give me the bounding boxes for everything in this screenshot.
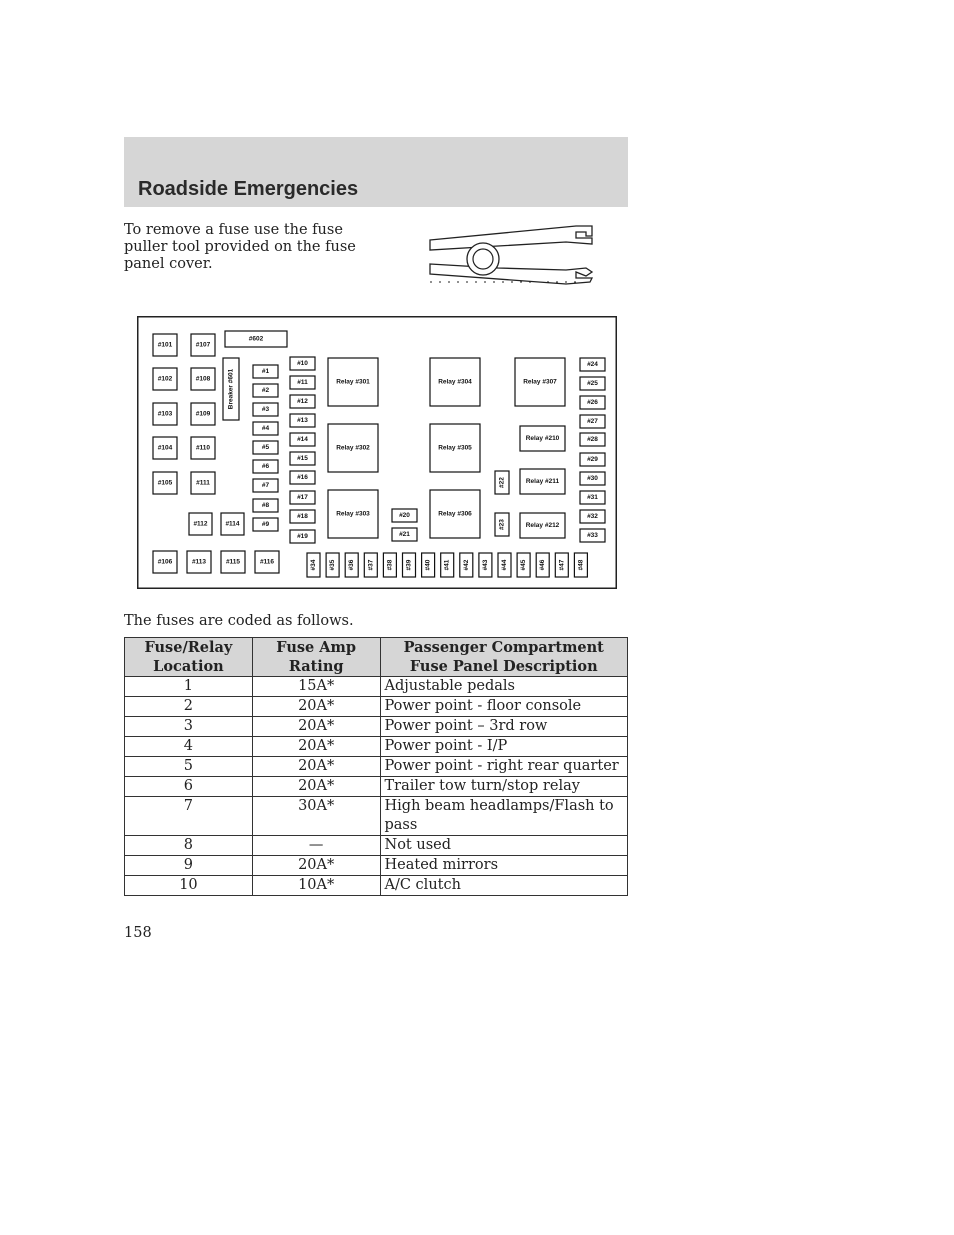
fuse-mini bbox=[290, 491, 315, 504]
fuse-mini-vertical-label: #47 bbox=[558, 559, 566, 571]
cell-location: 9 bbox=[125, 856, 253, 876]
header-description: Passenger Compartment Fuse Panel Description bbox=[380, 638, 628, 677]
fuse-mini-vertical bbox=[495, 471, 509, 494]
fuse-mini bbox=[580, 433, 605, 446]
fuse-mini-label: #21 bbox=[399, 531, 410, 538]
fuse-mini-label: #26 bbox=[587, 399, 598, 406]
fuse-mini-vertical bbox=[441, 553, 454, 577]
fuse-mini bbox=[580, 358, 605, 371]
breaker bbox=[223, 358, 239, 420]
cell-description: Power point - right rear quarter bbox=[380, 757, 628, 777]
relay-small-label: Relay #211 bbox=[525, 478, 560, 485]
relay-small bbox=[520, 426, 565, 451]
cell-description: Power point - floor console bbox=[380, 697, 628, 717]
fuse-mini-vertical-label: #22 bbox=[498, 477, 506, 488]
fuse-mini bbox=[290, 395, 315, 408]
cell-location: 7 bbox=[125, 797, 253, 836]
fuse-mini-label: #11 bbox=[297, 379, 308, 386]
fuse-large bbox=[255, 551, 279, 573]
fuse-mini bbox=[290, 530, 315, 543]
fuse-mini bbox=[580, 472, 605, 485]
fuse-large-label: #114 bbox=[225, 520, 240, 528]
cell-description: Power point - I/P bbox=[380, 737, 628, 757]
fuse-mini bbox=[290, 433, 315, 446]
fuse-mini-vertical-label: #23 bbox=[498, 519, 506, 530]
fuse-mini-label: #19 bbox=[297, 533, 308, 540]
fuse-mini-vertical-label: #44 bbox=[501, 559, 508, 571]
fuse-mini-vertical-label: #41 bbox=[443, 559, 451, 571]
page-number: 158 bbox=[124, 925, 152, 941]
table-row bbox=[125, 836, 628, 856]
fuse-mini bbox=[290, 414, 315, 427]
fuse-mini-vertical-label: #48 bbox=[577, 559, 585, 571]
fuse-mini-vertical-label: #46 bbox=[539, 559, 547, 571]
fuse-mini-vertical bbox=[517, 553, 530, 577]
fuse-mini bbox=[253, 479, 278, 492]
cell-amp-rating: 20A* bbox=[252, 717, 380, 737]
fuse-mini bbox=[580, 415, 605, 428]
fuse-mini bbox=[580, 453, 605, 466]
table-row bbox=[125, 737, 628, 757]
fuse-mini bbox=[253, 365, 278, 378]
relay bbox=[430, 424, 480, 472]
table-row bbox=[125, 697, 628, 717]
coded-intro-text: The fuses are coded as follows. bbox=[124, 613, 354, 629]
fuse-mini-vertical-label: #36 bbox=[348, 559, 356, 571]
fuse-large bbox=[191, 472, 215, 494]
relay-label: Relay #303 bbox=[336, 510, 370, 518]
fuse-mini-label: #4 bbox=[261, 425, 270, 432]
table-row bbox=[125, 717, 628, 737]
relay bbox=[515, 358, 565, 406]
fuse-mini-vertical bbox=[495, 513, 509, 536]
relay bbox=[430, 358, 480, 406]
fuse-mini-label: #12 bbox=[297, 398, 308, 405]
fuse-large-label: #105 bbox=[157, 479, 173, 487]
fuse-mini-vertical-label: #37 bbox=[367, 559, 375, 571]
fuse-mini-label: #33 bbox=[587, 532, 598, 539]
fuse-mini-label: #32 bbox=[587, 513, 598, 520]
fuse-mini-vertical-label: #35 bbox=[329, 559, 337, 571]
fuse-mini bbox=[253, 403, 278, 416]
cell-description: A/C clutch bbox=[380, 876, 628, 896]
fuse-mini bbox=[580, 491, 605, 504]
fuse-mini-label: #16 bbox=[297, 474, 308, 481]
intro-text: To remove a fuse use the fuse puller tool provided on the fuse panel cover. bbox=[124, 222, 356, 272]
cell-amp-rating: — bbox=[252, 836, 380, 856]
fuse-mini-label: #2 bbox=[261, 387, 270, 394]
fuse-large bbox=[221, 551, 245, 573]
fuse-large-label: #106 bbox=[157, 558, 173, 566]
fuse-large bbox=[191, 437, 215, 459]
relay-small bbox=[520, 469, 565, 494]
fuse-large-label: #116 bbox=[259, 558, 275, 566]
fuse-mini-label: #9 bbox=[261, 521, 270, 528]
fuse-mini-vertical-label: #38 bbox=[386, 559, 394, 571]
fuse-mini-label: #15 bbox=[297, 455, 308, 462]
cell-location: 2 bbox=[125, 697, 253, 717]
fuse-mini-label: #29 bbox=[587, 456, 598, 463]
fuse-puller-tool-icon bbox=[426, 222, 596, 288]
fuse-mini bbox=[580, 510, 605, 523]
cell-amp-rating: 20A* bbox=[252, 697, 380, 717]
fuse-mini-label: #6 bbox=[261, 463, 270, 470]
cell-amp-rating: 20A* bbox=[252, 757, 380, 777]
cell-amp-rating: 20A* bbox=[252, 777, 380, 797]
fuse-mini-vertical-label: #40 bbox=[424, 559, 432, 571]
fuse-large bbox=[153, 472, 177, 494]
fuse-large bbox=[189, 513, 212, 535]
cell-description: Not used bbox=[380, 836, 628, 856]
relay bbox=[328, 424, 378, 472]
fuse-mini-vertical bbox=[403, 553, 416, 577]
relay bbox=[328, 490, 378, 538]
breaker-label: Breaker #601 bbox=[227, 368, 235, 410]
header-location: Fuse/Relay Location bbox=[125, 638, 253, 677]
fuse-large-label: #115 bbox=[225, 558, 241, 566]
fuse-table bbox=[124, 637, 628, 896]
relay bbox=[430, 490, 480, 538]
fuse-mini-vertical bbox=[555, 553, 568, 577]
cell-amp-rating: 20A* bbox=[252, 856, 380, 876]
relay-label: Relay #305 bbox=[438, 444, 472, 452]
fuse-mini-label: #20 bbox=[399, 512, 410, 519]
fuse-large-label: #111 bbox=[196, 479, 210, 487]
cell-location: 3 bbox=[125, 717, 253, 737]
fuse-mini-vertical bbox=[460, 553, 473, 577]
fuse-mini bbox=[290, 471, 315, 484]
cell-amp-rating: 30A* bbox=[252, 797, 380, 836]
relay-label: Relay #302 bbox=[336, 444, 370, 452]
fuse-mini-label: #5 bbox=[261, 444, 270, 451]
cell-location: 10 bbox=[125, 876, 253, 896]
fuse-mini-label: #28 bbox=[587, 436, 598, 443]
fuse-mini bbox=[290, 376, 315, 389]
fuse-large-label: #103 bbox=[157, 410, 173, 418]
fuse-mini-label: #30 bbox=[587, 475, 598, 482]
fuse-large bbox=[221, 513, 244, 535]
table-header-row bbox=[125, 638, 628, 677]
cell-description: Heated mirrors bbox=[380, 856, 628, 876]
cell-description: High beam headlamps/Flash to pass bbox=[380, 797, 628, 836]
fuse-mini-label: #3 bbox=[261, 406, 270, 413]
fuse-mini-vertical bbox=[326, 553, 339, 577]
relay-label: Relay #304 bbox=[438, 378, 472, 386]
table-row bbox=[125, 777, 628, 797]
fuse-panel-diagram bbox=[137, 316, 617, 589]
fuse-mini-vertical bbox=[383, 553, 396, 577]
cell-location: 5 bbox=[125, 757, 253, 777]
cell-amp-rating: 10A* bbox=[252, 876, 380, 896]
cell-location: 6 bbox=[125, 777, 253, 797]
cell-description: Power point – 3rd row bbox=[380, 717, 628, 737]
table-row bbox=[125, 856, 628, 876]
relay-small-label: Relay #212 bbox=[525, 522, 560, 529]
fuse-large-label: #108 bbox=[195, 375, 211, 383]
fuse-large-label: #102 bbox=[157, 375, 173, 383]
fuse-large bbox=[153, 334, 177, 356]
relay bbox=[328, 358, 378, 406]
fuse-mini bbox=[253, 499, 278, 512]
fuse-mini-vertical bbox=[345, 553, 358, 577]
fuse-mini-vertical bbox=[364, 553, 377, 577]
fuse-mini bbox=[253, 518, 278, 531]
cell-amp-rating: 20A* bbox=[252, 737, 380, 757]
fuse-mini-label: #18 bbox=[297, 513, 308, 520]
fuse-large bbox=[191, 334, 215, 356]
fuse-mini-vertical bbox=[574, 553, 587, 577]
fuse-mini bbox=[290, 452, 315, 465]
fuse-large-label: #110 bbox=[195, 444, 211, 452]
fuse-large bbox=[187, 551, 211, 573]
relay-small bbox=[520, 513, 565, 538]
fuse-mini-vertical-label: #45 bbox=[520, 559, 528, 571]
fuse-mini-vertical-label: #39 bbox=[405, 559, 413, 571]
fuse-mini bbox=[253, 460, 278, 473]
fuse-mini-vertical bbox=[479, 553, 492, 577]
fuse-mini bbox=[580, 396, 605, 409]
fuse-mini bbox=[253, 441, 278, 454]
fuse-mini bbox=[580, 529, 605, 542]
table-row bbox=[125, 797, 628, 836]
fuse-mini bbox=[253, 422, 278, 435]
cell-description: Trailer tow turn/stop relay bbox=[380, 777, 628, 797]
fuse-large-label: #107 bbox=[195, 341, 211, 349]
relay-small-label: Relay #210 bbox=[525, 435, 560, 442]
table-row bbox=[125, 757, 628, 777]
fuse-mini-label: #14 bbox=[297, 436, 308, 443]
fuse-mini-vertical bbox=[422, 553, 435, 577]
fuse-mini-label: #10 bbox=[297, 360, 308, 367]
fuse-large bbox=[153, 368, 177, 390]
fuse-mini bbox=[392, 528, 417, 541]
fuse-large bbox=[153, 437, 177, 459]
fuse-mini bbox=[290, 357, 315, 370]
fuse-large bbox=[153, 403, 177, 425]
fuse-mini bbox=[392, 509, 417, 522]
fuse-mini bbox=[580, 377, 605, 390]
fuse-mini-vertical-label: #43 bbox=[481, 559, 489, 571]
relay-label: Relay #306 bbox=[438, 510, 472, 518]
section-title: Roadside Emergencies bbox=[138, 178, 359, 200]
fuse-large-label: #101 bbox=[157, 341, 173, 349]
fuse-mini bbox=[290, 510, 315, 523]
fuse-mini-label: #1 bbox=[261, 368, 270, 375]
fuse-mini-vertical bbox=[536, 553, 549, 577]
fuse-mini-label: #31 bbox=[587, 494, 598, 501]
header-amp-rating: Fuse Amp Rating bbox=[252, 638, 380, 677]
cell-location: 4 bbox=[125, 737, 253, 757]
cell-location: 8 bbox=[125, 836, 253, 856]
fuse-mini-vertical-label: #34 bbox=[310, 559, 317, 571]
fuse-mini-label: #25 bbox=[587, 380, 598, 387]
fuse-mini-label: #17 bbox=[297, 494, 308, 501]
cell-amp-rating: 15A* bbox=[252, 677, 380, 697]
table-row bbox=[125, 876, 628, 896]
table-row bbox=[125, 677, 628, 697]
fuse-mini bbox=[253, 384, 278, 397]
fuse-mini-label: #8 bbox=[261, 502, 270, 509]
fuse-large-label: #109 bbox=[195, 410, 211, 418]
fuse-mini-label: #24 bbox=[587, 361, 598, 368]
cell-location: 1 bbox=[125, 677, 253, 697]
fuse-large bbox=[191, 368, 215, 390]
fuse-large bbox=[153, 551, 177, 573]
fuse-large bbox=[191, 403, 215, 425]
fuse-large-label: #104 bbox=[157, 444, 173, 452]
fuse-mini-label: #7 bbox=[261, 482, 270, 489]
fuse-large-label: #113 bbox=[191, 558, 207, 566]
relay-label: Relay #301 bbox=[336, 378, 370, 386]
fuse-maxi bbox=[225, 331, 287, 347]
fuse-maxi-label: #602 bbox=[248, 335, 264, 343]
fuse-mini-vertical bbox=[498, 553, 511, 577]
cell-description: Adjustable pedals bbox=[380, 677, 628, 697]
fuse-mini-vertical bbox=[307, 553, 320, 577]
fuse-mini-label: #27 bbox=[587, 418, 598, 425]
fuse-mini-vertical-label: #42 bbox=[462, 559, 470, 571]
fuse-mini-label: #13 bbox=[297, 417, 308, 424]
relay-label: Relay #307 bbox=[523, 378, 557, 386]
fuse-large-label: #112 bbox=[193, 520, 208, 528]
